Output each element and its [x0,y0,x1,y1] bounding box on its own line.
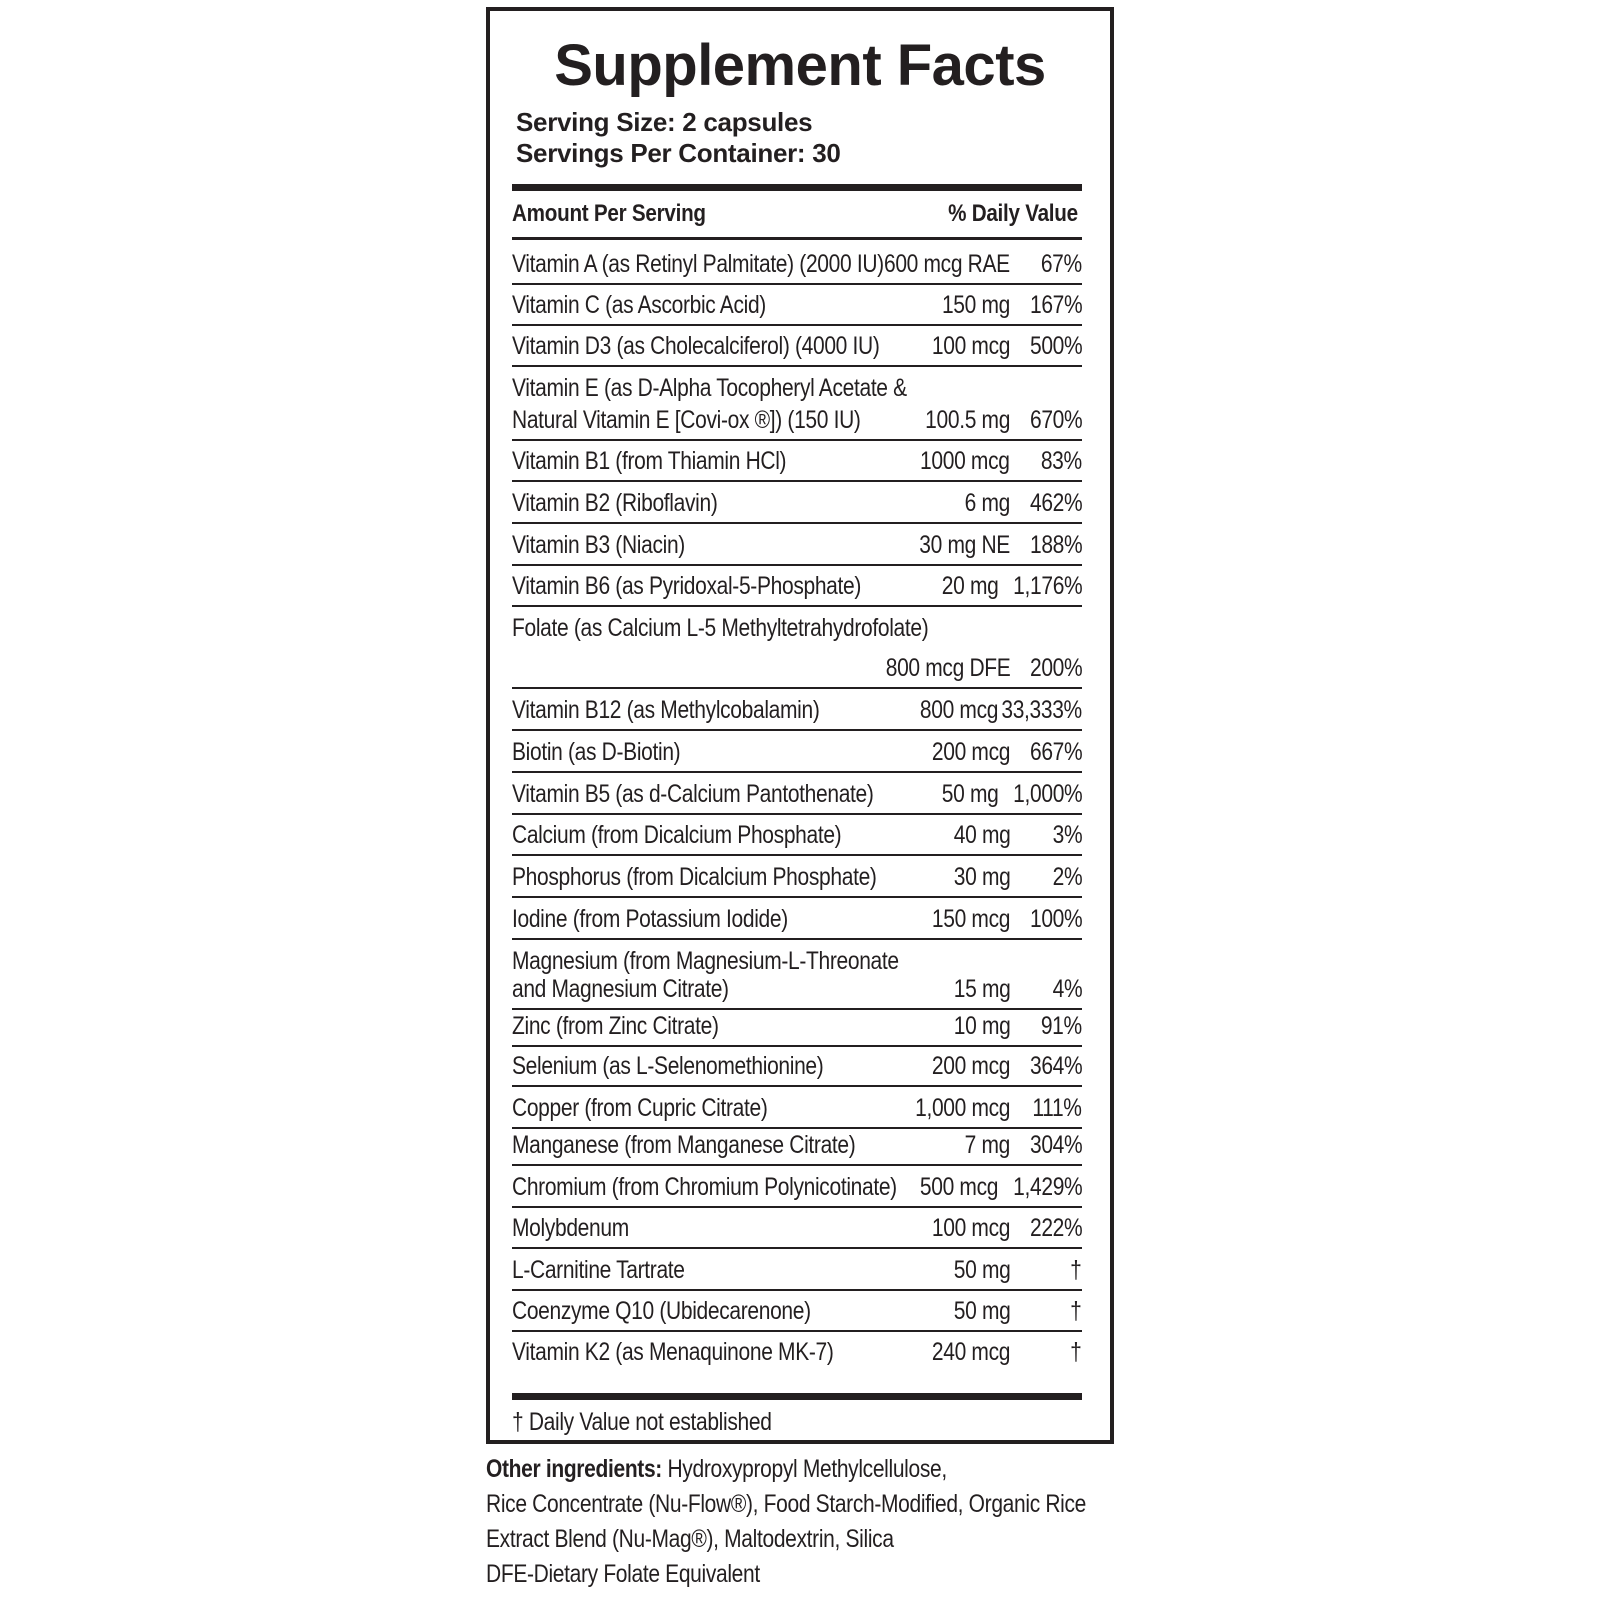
table-row [512,1208,1082,1249]
nutrient-name: Vitamin K2 (as Menaquinone MK-7) [512,1338,834,1366]
table-row [512,1332,1082,1373]
nutrient-name-continued: Natural Vitamin E [Covi-ox ®]) (150 IU) [512,406,861,434]
nutrient-amount: 100 mcg [931,332,1010,360]
table-row [512,441,1082,482]
nutrient-daily-value: 4% [1052,975,1082,1003]
nutrient-daily-value: 111% [1032,1094,1082,1122]
table-row [512,1166,1082,1208]
nutrient-daily-value: 304% [1029,1131,1082,1159]
nutrient-name: Coenzyme Q10 (Ubidecarenone) [512,1297,811,1325]
nutrient-amount: 500 mcg [919,1173,998,1201]
table-row [512,607,1082,689]
nutrient-daily-value: 1,176% [1012,572,1082,600]
table-row [512,773,1082,815]
nutrient-amount: 30 mg [953,863,1010,891]
nutrient-name: Zinc (from Zinc Citrate) [512,1012,719,1040]
daily-value-header: % Daily Value [948,200,1078,227]
nutrient-daily-value: 364% [1029,1052,1082,1080]
nutrient-amount: 100 mcg [931,1214,1010,1242]
other-ingredients [486,1452,1186,1592]
nutrient-name: Vitamin C (as Ascorbic Acid) [512,291,766,319]
nutrient-name: Molybdenum [512,1214,629,1242]
table-row [512,367,1082,441]
other-ingredients-line [486,1452,1074,1487]
table-row [512,940,1082,1010]
daily-value-footnote: † Daily Value not established [512,1408,772,1436]
nutrient-daily-value: 3% [1052,821,1082,849]
table-row [512,898,1082,940]
nutrient-name: Manganese (from Manganese Citrate) [512,1131,856,1159]
table-row [512,856,1082,898]
nutrient-daily-value: † [1070,1256,1082,1284]
nutrient-name: Vitamin A (as Retinyl Palmitate) (2000 IU) [512,250,884,278]
nutrient-daily-value: 462% [1029,489,1082,517]
nutrient-amount: 1000 mcg [920,447,1010,475]
nutrient-name: Calcium (from Dicalcium Phosphate) [512,821,842,849]
nutrient-name: Vitamin B12 (as Methylcobalamin) [512,696,820,724]
nutrient-name: Phosphorus (from Dicalcium Phosphate) [512,863,877,891]
nutrient-name: Chromium (from Chromium Polynicotinate) [512,1173,897,1201]
header-divider [512,237,1082,240]
nutrient-name-continued: and Magnesium Citrate) [512,975,729,1003]
nutrient-amount: 1,000 mcg [914,1094,1010,1122]
nutrient-amount: 240 mcg [931,1338,1010,1366]
nutrient-name: Vitamin E (as D-Alpha Tocopheryl Acetate & [512,374,907,402]
nutrient-name: Vitamin B2 (Riboflavin) [512,489,718,517]
nutrient-daily-value: 91% [1040,1012,1082,1040]
nutrient-name: Biotin (as D-Biotin) [512,738,681,766]
other-ingredients-label: Other ingredients: [486,1455,662,1483]
nutrient-amount: 600 mcg RAE [884,250,1010,278]
nutrient-amount: 100.5 mg [925,406,1010,434]
table-row [512,524,1082,566]
nutrient-name: L-Carnitine Tartrate [512,1256,685,1284]
other-ingredients-text: Hydroxypropyl Methylcellulose, [661,1455,947,1483]
supplement-facts-panel [486,7,1114,1444]
serving-size: Serving Size: 2 capsules [516,107,813,137]
nutrient-daily-value: 2% [1052,863,1082,891]
nutrient-amount: 800 mcg DFE [885,654,1010,682]
nutrient-amount: 200 mcg [931,1052,1010,1080]
table-row [512,566,1082,607]
table-row [512,1047,1082,1087]
table-row [512,1291,1082,1332]
nutrient-daily-value: 667% [1029,738,1082,766]
nutrient-daily-value: 222% [1029,1214,1082,1242]
nutrient-amount: 6 mg [964,489,1010,517]
nutrient-name: Vitamin B1 (from Thiamin HCl) [512,447,787,475]
nutrient-daily-value: 167% [1029,291,1082,319]
nutrient-name: Folate (as Calcium L-5 Methyltetrahydrofolate) [512,614,929,642]
table-row [512,242,1082,285]
panel-title: Supplement Facts [554,33,1046,98]
nutrient-daily-value: 1,000% [1012,780,1082,808]
nutrient-amount: 200 mcg [931,738,1010,766]
table-row [512,815,1082,856]
nutrient-amount: 40 mg [953,821,1010,849]
nutrient-daily-value: † [1070,1338,1082,1366]
nutrient-name: Copper (from Cupric Citrate) [512,1094,768,1122]
nutrient-amount: 50 mg [941,780,998,808]
nutrient-daily-value: 670% [1029,406,1082,434]
nutrient-name: Selenium (as L-Selenomethionine) [512,1052,824,1080]
table-row [512,1087,1082,1129]
table-row [512,1129,1082,1166]
table-row [512,731,1082,773]
table-row [512,1249,1082,1291]
other-ingredients-line: Extract Blend (Nu-Mag®), Maltodextrin, Silica [486,1525,894,1553]
table-row [512,482,1082,524]
nutrient-amount: 50 mg [953,1297,1010,1325]
other-ingredients-line: Rice Concentrate (Nu-Flow®), Food Starch-Modified, Organic Rice [486,1490,1087,1518]
nutrient-amount: 150 mg [941,291,1010,319]
nutrient-daily-value: 67% [1040,250,1082,278]
nutrient-amount: 800 mcg [919,696,998,724]
nutrient-amount: 50 mg [953,1256,1010,1284]
nutrient-daily-value: 1,429% [1012,1173,1082,1201]
nutrient-name: Vitamin B5 (as d-Calcium Pantothenate) [512,780,874,808]
table-row [512,689,1082,731]
nutrient-daily-value: 33,333% [1001,696,1082,724]
table-row [512,285,1082,326]
table-row [512,326,1082,367]
servings-per-container: Servings Per Container: 30 [516,138,841,168]
nutrient-amount: 10 mg [953,1012,1010,1040]
thick-divider-bottom [512,1393,1082,1400]
nutrient-daily-value: 188% [1029,531,1082,559]
table-row [512,1010,1082,1047]
nutrient-name: Iodine (from Potassium Iodide) [512,905,788,933]
nutrient-amount: 20 mg [941,572,998,600]
nutrient-daily-value: 83% [1040,447,1082,475]
nutrient-name: Vitamin B6 (as Pyridoxal-5-Phosphate) [512,572,862,600]
nutrient-name: Vitamin B3 (Niacin) [512,531,685,559]
nutrient-amount: 15 mg [953,975,1010,1003]
dfe-definition: DFE-Dietary Folate Equivalent [486,1560,760,1588]
nutrient-daily-value: 500% [1029,332,1082,360]
amount-per-serving-header: Amount Per Serving [512,200,706,227]
nutrient-amount: 30 mg NE [919,531,1010,559]
nutrient-daily-value: 200% [1029,654,1082,682]
thick-divider-top [512,184,1082,191]
nutrient-name: Vitamin D3 (as Cholecalciferol) (4000 IU) [512,332,880,360]
nutrient-amount: 7 mg [964,1131,1010,1159]
nutrient-daily-value: † [1070,1297,1082,1325]
nutrient-amount: 150 mcg [931,905,1010,933]
nutrient-daily-value: 100% [1029,905,1082,933]
nutrient-name: Magnesium (from Magnesium-L-Threonate [512,947,899,975]
